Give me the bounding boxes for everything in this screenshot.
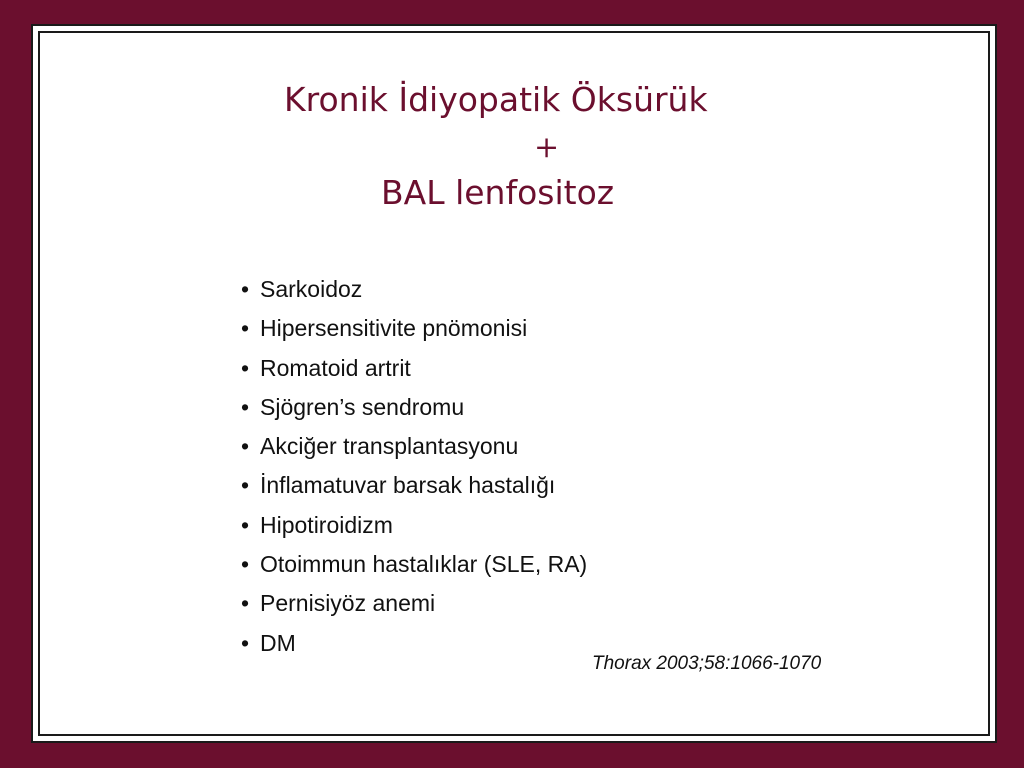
bullet-icon: • <box>241 354 250 381</box>
bullet-icon: • <box>241 590 250 617</box>
bullet-text: Akciğer transplantasyonu <box>260 433 519 460</box>
list-item <box>241 466 587 505</box>
list-item <box>241 349 587 388</box>
list-item <box>241 545 587 584</box>
list-item <box>241 427 587 466</box>
bullet-icon: • <box>241 433 250 460</box>
list-item <box>241 309 587 348</box>
bullet-text: Otoimmun hastalıklar (SLE, RA) <box>260 551 588 578</box>
title-plus-sign: + <box>534 130 560 165</box>
title-line-1: Kronik İdiyopatik Öksürük <box>284 80 708 119</box>
title-line-3: BAL lenfositoz <box>381 173 615 212</box>
list-item <box>241 584 587 623</box>
bullet-text: Hipersensitivite pnömonisi <box>260 315 528 342</box>
bullet-icon: • <box>241 629 250 656</box>
bullet-icon: • <box>241 393 250 420</box>
bullet-icon: • <box>241 511 250 538</box>
citation: Thorax 2003;58:1066-1070 <box>592 653 822 674</box>
bullet-text: Sarkoidoz <box>260 276 363 302</box>
bullet-text: İnflamatuvar barsak hastalığı <box>260 472 556 499</box>
list-item <box>241 506 587 545</box>
bullet-icon: • <box>241 276 250 302</box>
list-item <box>241 624 587 663</box>
bullet-text: Romatoid artrit <box>260 354 411 381</box>
list-item <box>241 388 587 427</box>
bullet-icon: • <box>241 551 250 578</box>
bullet-text: Sjögren’s sendromu <box>260 393 465 420</box>
bullet-text: DM <box>260 629 296 656</box>
bullet-text: Pernisiyöz anemi <box>260 590 436 617</box>
bullet-icon: • <box>241 315 250 342</box>
slide-content <box>38 31 990 736</box>
bullet-icon: • <box>241 472 250 499</box>
bullet-list <box>241 270 587 663</box>
list-item <box>241 270 587 309</box>
bullet-text: Hipotiroidizm <box>260 511 393 538</box>
